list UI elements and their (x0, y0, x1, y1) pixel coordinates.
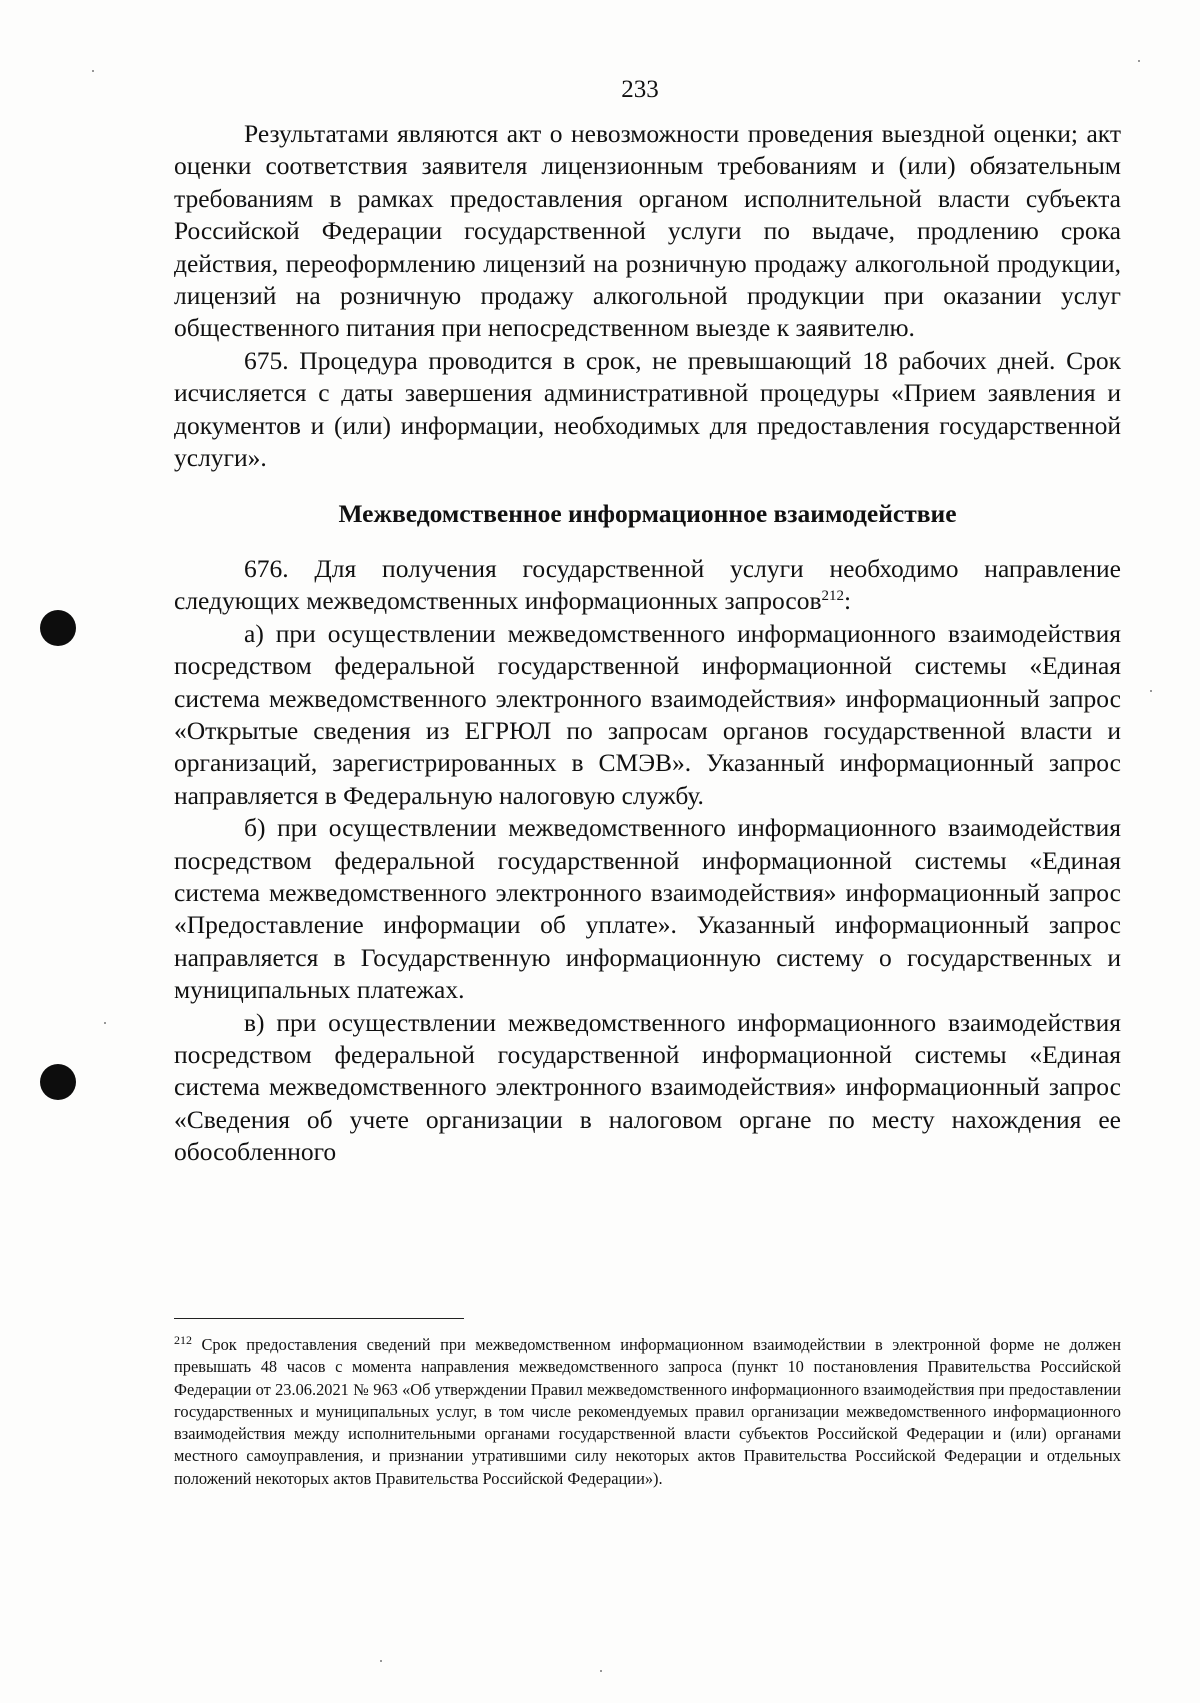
page-number: 233 (621, 76, 659, 103)
scan-speck (1138, 60, 1140, 62)
footnote-reference[interactable]: 212 (821, 588, 844, 605)
paragraph-675: 675. Процедура проводится в срок, не превышающий 18 рабочих дней. Срок исчисляется с даты завершения административной процедуры «Прием заявления и документов и (или) информации, необходимых для предоставления государственной услуги». (174, 345, 1121, 473)
paragraph-676 (174, 553, 1121, 618)
paragraph-results: Результатами являются акт о невозможности проведения выездной оценки; акт оценки соответствия заявителя лицензионным требованиям и (или) обязательным требованиям в рамках предоставления органом исполнительной власти субъекта Российской Федерации государственной услуги по выдаче, продлению срока действия, переоформлению лицензий на розничную продажу алкогольной продукции, лицензий на розничную продажу алкогольной продукции при оказании услуг общественного питания при непосредственном выезде к заявителю. (174, 119, 1121, 343)
footnote-text: Срок предоставления сведений при межведомственном информационном взаимодействии в электронной форме не должен превышать 48 часов с момента направления межведомственного запроса (пункт 10 постановления Правительства Российской Федерации от 23.06.2021 № 963 «Об утверждении Правил межведомственного информационного взаимодействия при предоставлении государственных и муниципальных услуг, в том числе рекомендуемых правил организации межведомственного информационного взаимодействия между исполнительными органами государственной власти субъектов Российской Федерации и (или) органами местного самоуправления, и признании утратившими силу некоторых актов Правительства Российской Федерации и отдельных положений некоторых актов Правительства Российской Федерации»). (174, 1335, 1121, 1488)
paragraph-item-a: а) при осуществлении межведомственного информационного взаимодействия посредством федеральной государственной информационной системы «Единая система межведомственного электронного взаимодействия» информационный запрос «Открытые сведения из ЕГРЮЛ по запросам органов государственной власти и организаций, зарегистрированных в СМЭВ». Указанный информационный запрос направляется в Федеральную налоговую службу. (174, 618, 1121, 810)
punch-hole-top (40, 610, 76, 646)
paragraph-676-text: 676. Для получения государственной услуги необходимо направление следующих межведомственных информационных запросов (174, 553, 1121, 616)
footnote-divider (174, 1318, 464, 1319)
scan-speck (1150, 690, 1152, 692)
scan-speck (104, 1022, 106, 1024)
footnote (174, 1334, 1121, 1490)
paragraph-item-b: б) при осуществлении межведомственного информационного взаимодействия посредством федеральной государственной информационной системы «Единая система межведомственного электронного взаимодействия» информационный запрос «Предоставление информации об уплате». Указанный информационный запрос направляется в Государственную информационную систему о государственных и муниципальных платежах. (174, 813, 1121, 1005)
footnote-marker: 212 (174, 1333, 192, 1347)
section-heading: Межведомственное информационное взаимодействие (338, 499, 957, 529)
scan-speck (380, 1660, 382, 1662)
punch-hole-bottom (40, 1064, 76, 1100)
paragraph-676-tail: : (844, 586, 852, 616)
scan-speck (600, 1670, 602, 1672)
paragraph-item-v: в) при осуществлении межведомственного информационного взаимодействия посредством федеральной государственной информационной системы «Единая система межведомственного электронного взаимодействия» информационный запрос «Сведения об учете организации в налоговом органе по месту нахождения ее обособленного (174, 1007, 1121, 1167)
scan-speck (92, 70, 94, 72)
document-body (174, 118, 1121, 1169)
